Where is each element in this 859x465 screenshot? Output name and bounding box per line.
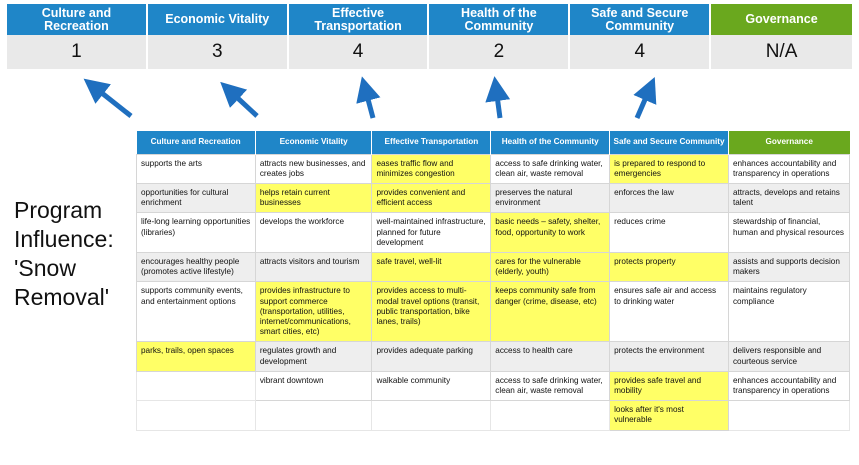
priority-column bbox=[711, 4, 852, 69]
program-influence-caption bbox=[14, 196, 134, 312]
matrix-body bbox=[137, 154, 850, 430]
arrow-economic-vitality bbox=[229, 90, 257, 116]
priority-score-value: 3 bbox=[148, 35, 289, 69]
table-row bbox=[137, 342, 850, 371]
matrix-cell: access to safe drinking water, clean air, waste removal bbox=[491, 371, 610, 400]
matrix-cell: walkable community bbox=[372, 371, 491, 400]
matrix-cell: access to health care bbox=[491, 342, 610, 371]
arrow-effective-transportation bbox=[365, 88, 373, 118]
matrix-cell: vibrant downtown bbox=[255, 371, 372, 400]
matrix-cell: reduces crime bbox=[610, 213, 729, 253]
priority-score-value: 4 bbox=[570, 35, 711, 69]
caption-line-2: Influence: bbox=[14, 226, 114, 252]
table-row bbox=[137, 213, 850, 253]
community-priorities-matrix bbox=[136, 131, 850, 431]
arrow-health-community bbox=[496, 88, 500, 118]
matrix-cell: provides safe travel and mobility bbox=[610, 371, 729, 400]
matrix-cell: ensures safe air and access to drinking water bbox=[610, 282, 729, 342]
matrix-cell: preserves the natural environment bbox=[491, 183, 610, 212]
matrix-cell: enhances accountability and transparency in operations bbox=[728, 154, 849, 183]
priority-column bbox=[570, 4, 711, 69]
table-row bbox=[137, 252, 850, 281]
matrix-cell: parks, trails, open spaces bbox=[137, 342, 256, 371]
matrix-cell: attracts, develops and retains talent bbox=[728, 183, 849, 212]
matrix-cell-empty bbox=[255, 401, 372, 430]
matrix-cell: looks after it's most vulnerable bbox=[610, 401, 729, 430]
table-row bbox=[137, 371, 850, 400]
priority-column bbox=[289, 4, 430, 69]
matrix-cell: delivers responsible and courteous service bbox=[728, 342, 849, 371]
matrix-cell: basic needs – safety, shelter, food, opportunity to work bbox=[491, 213, 610, 253]
matrix-cell: encourages healthy people (promotes active lifestyle) bbox=[137, 252, 256, 281]
table-row bbox=[137, 183, 850, 212]
matrix-cell: supports community events, and entertainment options bbox=[137, 282, 256, 342]
matrix-cell: attracts visitors and tourism bbox=[255, 252, 372, 281]
priority-column bbox=[148, 4, 289, 69]
matrix-header-row bbox=[137, 131, 850, 154]
matrix-column-header: Safe and Secure Community bbox=[610, 131, 729, 154]
priority-column bbox=[429, 4, 570, 69]
matrix-cell: stewardship of financial, human and physical resources bbox=[728, 213, 849, 253]
caption-line-1: Program bbox=[14, 197, 103, 223]
matrix-cell: access to safe drinking water, clean air, waste removal bbox=[491, 154, 610, 183]
priority-header-label: Governance bbox=[711, 4, 852, 35]
priority-score-value: 2 bbox=[429, 35, 570, 69]
matrix-column-header: Culture and Recreation bbox=[137, 131, 256, 154]
priority-score-value: N/A bbox=[711, 35, 852, 69]
arrow-group bbox=[0, 70, 859, 130]
matrix-cell-empty bbox=[372, 401, 491, 430]
matrix-cell: cares for the vulnerable (elderly, youth) bbox=[491, 252, 610, 281]
matrix-cell: helps retain current businesses bbox=[255, 183, 372, 212]
matrix-cell: life-long learning opportunities (libraries) bbox=[137, 213, 256, 253]
table-row bbox=[137, 282, 850, 342]
matrix-cell: enforces the law bbox=[610, 183, 729, 212]
priority-score-value: 4 bbox=[289, 35, 430, 69]
matrix-column-header: Effective Transportation bbox=[372, 131, 491, 154]
matrix-cell: provides convenient and efficient access bbox=[372, 183, 491, 212]
caption-line-3: 'Snow bbox=[14, 255, 76, 281]
matrix-cell: keeps community safe from danger (crime, disease, etc) bbox=[491, 282, 610, 342]
matrix-cell: regulates growth and development bbox=[255, 342, 372, 371]
priority-column bbox=[7, 4, 148, 69]
priority-header-label: Economic Vitality bbox=[148, 4, 289, 35]
matrix-cell: protects property bbox=[610, 252, 729, 281]
priority-header-label: Effective Transportation bbox=[289, 4, 430, 35]
arrow-culture-recreation bbox=[93, 86, 131, 116]
matrix-cell: provides access to multi-modal travel options (transit, public transportation, bike lanes, trails) bbox=[372, 282, 491, 342]
table-row bbox=[137, 154, 850, 183]
matrix-cell: well-maintained infrastructure, planned for future development bbox=[372, 213, 491, 253]
matrix-cell: maintains regulatory compliance bbox=[728, 282, 849, 342]
matrix-cell-empty bbox=[491, 401, 610, 430]
caption-line-4: Removal' bbox=[14, 284, 110, 310]
matrix-cell-empty bbox=[137, 371, 256, 400]
matrix-cell-empty bbox=[137, 401, 256, 430]
priority-summary-banner bbox=[7, 4, 852, 69]
priority-header-label: Health of the Community bbox=[429, 4, 570, 35]
matrix-cell-empty bbox=[728, 401, 849, 430]
matrix-cell: attracts new businesses, and creates jobs bbox=[255, 154, 372, 183]
matrix-cell: develops the workforce bbox=[255, 213, 372, 253]
table-row bbox=[137, 401, 850, 430]
priority-header-label: Safe and Secure Community bbox=[570, 4, 711, 35]
matrix-cell: is prepared to respond to emergencies bbox=[610, 154, 729, 183]
matrix-cell: assists and supports decision makers bbox=[728, 252, 849, 281]
matrix-cell: protects the environment bbox=[610, 342, 729, 371]
matrix-cell: enhances accountability and transparency in operations bbox=[728, 371, 849, 400]
matrix-cell: provides adequate parking bbox=[372, 342, 491, 371]
matrix-cell: eases traffic flow and minimizes congestion bbox=[372, 154, 491, 183]
matrix-column-header: Health of the Community bbox=[491, 131, 610, 154]
matrix-cell: provides infrastructure to support commerce (transportation, utilities, internet/communications, smart cities, etc) bbox=[255, 282, 372, 342]
priority-score-value: 1 bbox=[7, 35, 148, 69]
priority-header-label: Culture and Recreation bbox=[7, 4, 148, 35]
arrow-safe-secure-community bbox=[637, 88, 650, 118]
matrix-column-header: Governance bbox=[728, 131, 849, 154]
matrix-cell: supports the arts bbox=[137, 154, 256, 183]
matrix-column-header: Economic Vitality bbox=[255, 131, 372, 154]
matrix-cell: opportunities for cultural enrichment bbox=[137, 183, 256, 212]
matrix-cell: safe travel, well-lit bbox=[372, 252, 491, 281]
